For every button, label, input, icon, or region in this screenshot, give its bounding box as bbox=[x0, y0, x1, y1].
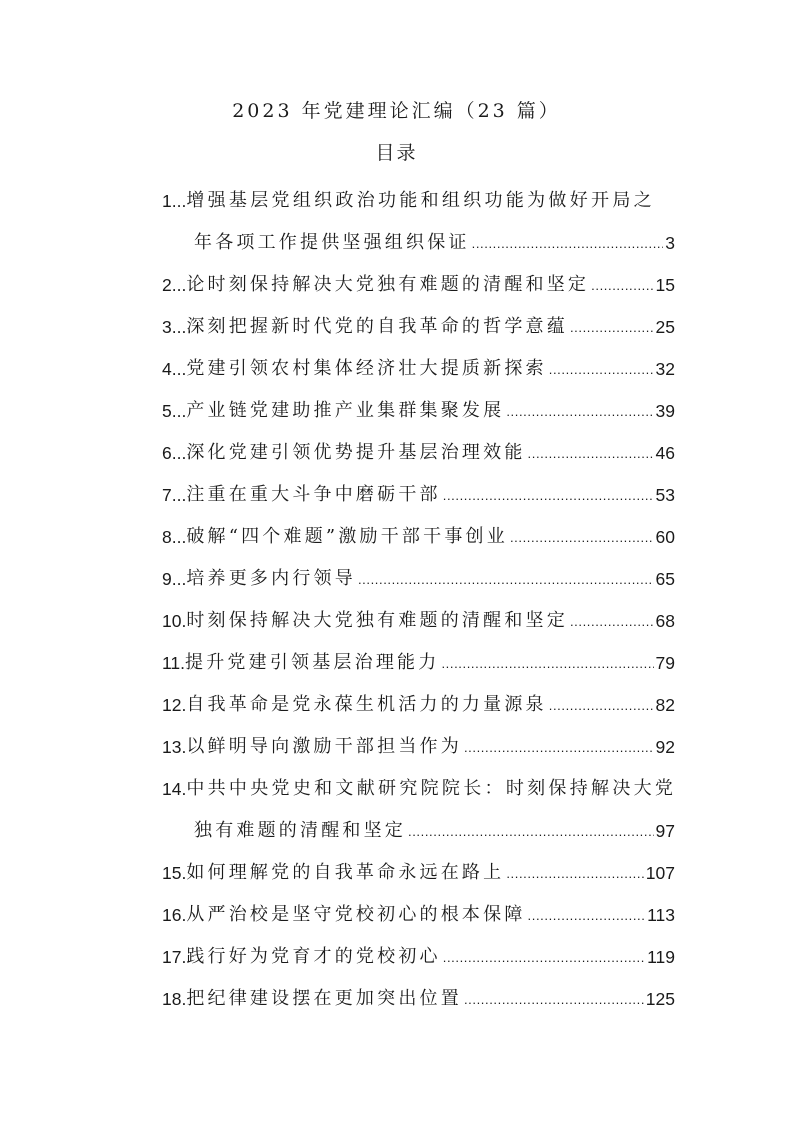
toc-entry-title: 注重在重大斗争中磨砺干部 bbox=[186, 484, 441, 505]
toc-entry-13[interactable] bbox=[162, 732, 675, 760]
toc-page-number: 107 bbox=[645, 863, 675, 883]
toc-leader-dots bbox=[358, 570, 654, 592]
toc-entry-title: 增强基层党组织政治功能和组织功能为做好开局之 bbox=[186, 190, 655, 211]
toc-entry-title: 时刻保持解决大党独有难题的清醒和坚定 bbox=[186, 610, 568, 631]
toc-leader-dots bbox=[528, 906, 646, 928]
toc-entry-number: 3... bbox=[162, 317, 187, 337]
toc-entry-number: 13. bbox=[162, 737, 187, 757]
toc-entry-title: 破解“四个难题”激励干部干事创业 bbox=[186, 526, 508, 547]
toc-entry-2[interactable] bbox=[162, 270, 675, 298]
toc-entry-title: 提升党建引领基层治理能力 bbox=[185, 652, 440, 673]
toc-entry-title: 独有难题的清醒和坚定 bbox=[194, 820, 406, 841]
toc-entry-title: 论时刻保持解决大党独有难题的清醒和坚定 bbox=[186, 274, 590, 295]
toc-entry-title: 把纪律建设摆在更加突出位置 bbox=[186, 988, 462, 1009]
toc-entry-1[interactable] bbox=[162, 186, 675, 214]
toc-entry-title: 如何理解党的自我革命永远在路上 bbox=[186, 862, 505, 883]
toc-entry-4[interactable] bbox=[162, 354, 675, 382]
toc-entry-14[interactable] bbox=[162, 774, 675, 802]
toc-page-number: 113 bbox=[647, 905, 675, 925]
toc-leader-dots bbox=[506, 864, 643, 886]
toc-leader-dots bbox=[464, 990, 644, 1012]
toc-entry-number: 10. bbox=[162, 611, 187, 631]
toc-entry-number: 18. bbox=[162, 989, 187, 1009]
toc-page-number: 92 bbox=[655, 737, 675, 757]
toc-entry-number: 7... bbox=[162, 485, 187, 505]
toc-entry-title: 培养更多内行领导 bbox=[186, 568, 356, 589]
toc-entry-9[interactable] bbox=[162, 564, 675, 592]
toc-leader-dots bbox=[549, 360, 654, 382]
toc-entry-3[interactable] bbox=[162, 312, 675, 340]
toc-entry-title: 以鲜明导向激励干部担当作为 bbox=[186, 736, 462, 757]
toc-leader-dots bbox=[510, 528, 654, 550]
toc-leader-dots bbox=[591, 276, 653, 298]
toc-entry-title: 践行好为党育才的党校初心 bbox=[186, 946, 441, 967]
toc-leader-dots bbox=[528, 444, 654, 466]
toc-entry-number: 15. bbox=[162, 863, 187, 883]
toc-leader-dots bbox=[441, 654, 653, 676]
toc-entry-14-continued[interactable] bbox=[162, 816, 675, 844]
toc-entry-title: 年各项工作提供坚强组织保证 bbox=[194, 232, 470, 253]
toc-entry-7[interactable] bbox=[162, 480, 675, 508]
toc-leader-dots bbox=[472, 234, 664, 256]
toc-leader-dots bbox=[506, 402, 653, 424]
toc-entry-number: 12. bbox=[162, 695, 187, 715]
toc-page-number: 65 bbox=[655, 569, 675, 589]
toc-entry-number: 17. bbox=[162, 947, 187, 967]
toc-entry-18[interactable] bbox=[162, 984, 675, 1012]
toc-page-number: 97 bbox=[655, 821, 675, 841]
toc-entry-8[interactable] bbox=[162, 522, 675, 550]
toc-page-number: 125 bbox=[645, 989, 675, 1009]
toc-page-number: 82 bbox=[655, 695, 675, 715]
document-title: 2023 年党建理论汇编（23 篇） bbox=[232, 100, 561, 122]
toc-entry-17[interactable] bbox=[162, 942, 675, 970]
toc-entry-number: 4... bbox=[162, 359, 187, 379]
toc-entry-12[interactable] bbox=[162, 690, 675, 718]
toc-page-number: 46 bbox=[655, 443, 675, 463]
toc-entry-number: 16. bbox=[162, 905, 187, 925]
toc-entry-number: 5... bbox=[162, 401, 187, 421]
toc-entry-number: 8... bbox=[162, 527, 187, 547]
toc-entry-number: 6... bbox=[162, 443, 187, 463]
toc-page-number: 3 bbox=[665, 233, 675, 253]
toc-entry-5[interactable] bbox=[162, 396, 675, 424]
toc-page-number: 119 bbox=[647, 947, 675, 967]
toc-entry-number: 2... bbox=[162, 275, 187, 295]
toc-page-number: 68 bbox=[655, 611, 675, 631]
toc-leader-dots bbox=[443, 486, 654, 508]
toc-page-number: 15 bbox=[655, 275, 675, 295]
toc-leader-dots bbox=[570, 612, 654, 634]
toc-entry-title: 党建引领农村集体经济壮大提质新探索 bbox=[186, 358, 547, 379]
toc-page-number: 79 bbox=[655, 653, 675, 673]
toc-entry-6[interactable] bbox=[162, 438, 675, 466]
toc-page-number: 60 bbox=[655, 527, 675, 547]
toc-leader-dots bbox=[443, 948, 645, 970]
toc-leader-dots bbox=[570, 318, 654, 340]
toc-leader-dots bbox=[464, 738, 654, 760]
toc-entry-15[interactable] bbox=[162, 858, 675, 886]
toc-entry-title: 产业链党建助推产业集群集聚发展 bbox=[186, 400, 505, 421]
toc-entry-10[interactable] bbox=[162, 606, 675, 634]
toc-entry-16[interactable] bbox=[162, 900, 675, 928]
toc-entry-title: 中共中央党史和文献研究院院长：时刻保持解决大党 bbox=[186, 778, 677, 799]
toc-leader-dots bbox=[408, 822, 654, 844]
toc-entry-title: 深刻把握新时代党的自我革命的哲学意蕴 bbox=[186, 316, 568, 337]
toc-page-number: 53 bbox=[655, 485, 675, 505]
toc-entry-1-continued[interactable] bbox=[162, 228, 675, 256]
toc-page-number: 25 bbox=[655, 317, 675, 337]
toc-page-number: 32 bbox=[655, 359, 675, 379]
toc-entry-11[interactable] bbox=[162, 648, 675, 676]
toc-entry-title: 自我革命是党永葆生机活力的力量源泉 bbox=[186, 694, 547, 715]
toc-page-number: 39 bbox=[655, 401, 675, 421]
toc-leader-dots bbox=[549, 696, 654, 718]
toc-entry-number: 9... bbox=[162, 569, 187, 589]
toc-heading: 目录 bbox=[375, 142, 418, 164]
toc-entry-number: 14. bbox=[162, 779, 187, 799]
toc-entry-title: 深化党建引领优势提升基层治理效能 bbox=[186, 442, 526, 463]
toc-entry-title: 从严治校是坚守党校初心的根本保障 bbox=[186, 904, 526, 925]
toc-entry-number: 11. bbox=[162, 653, 186, 673]
toc-entry-number: 1... bbox=[162, 191, 187, 211]
